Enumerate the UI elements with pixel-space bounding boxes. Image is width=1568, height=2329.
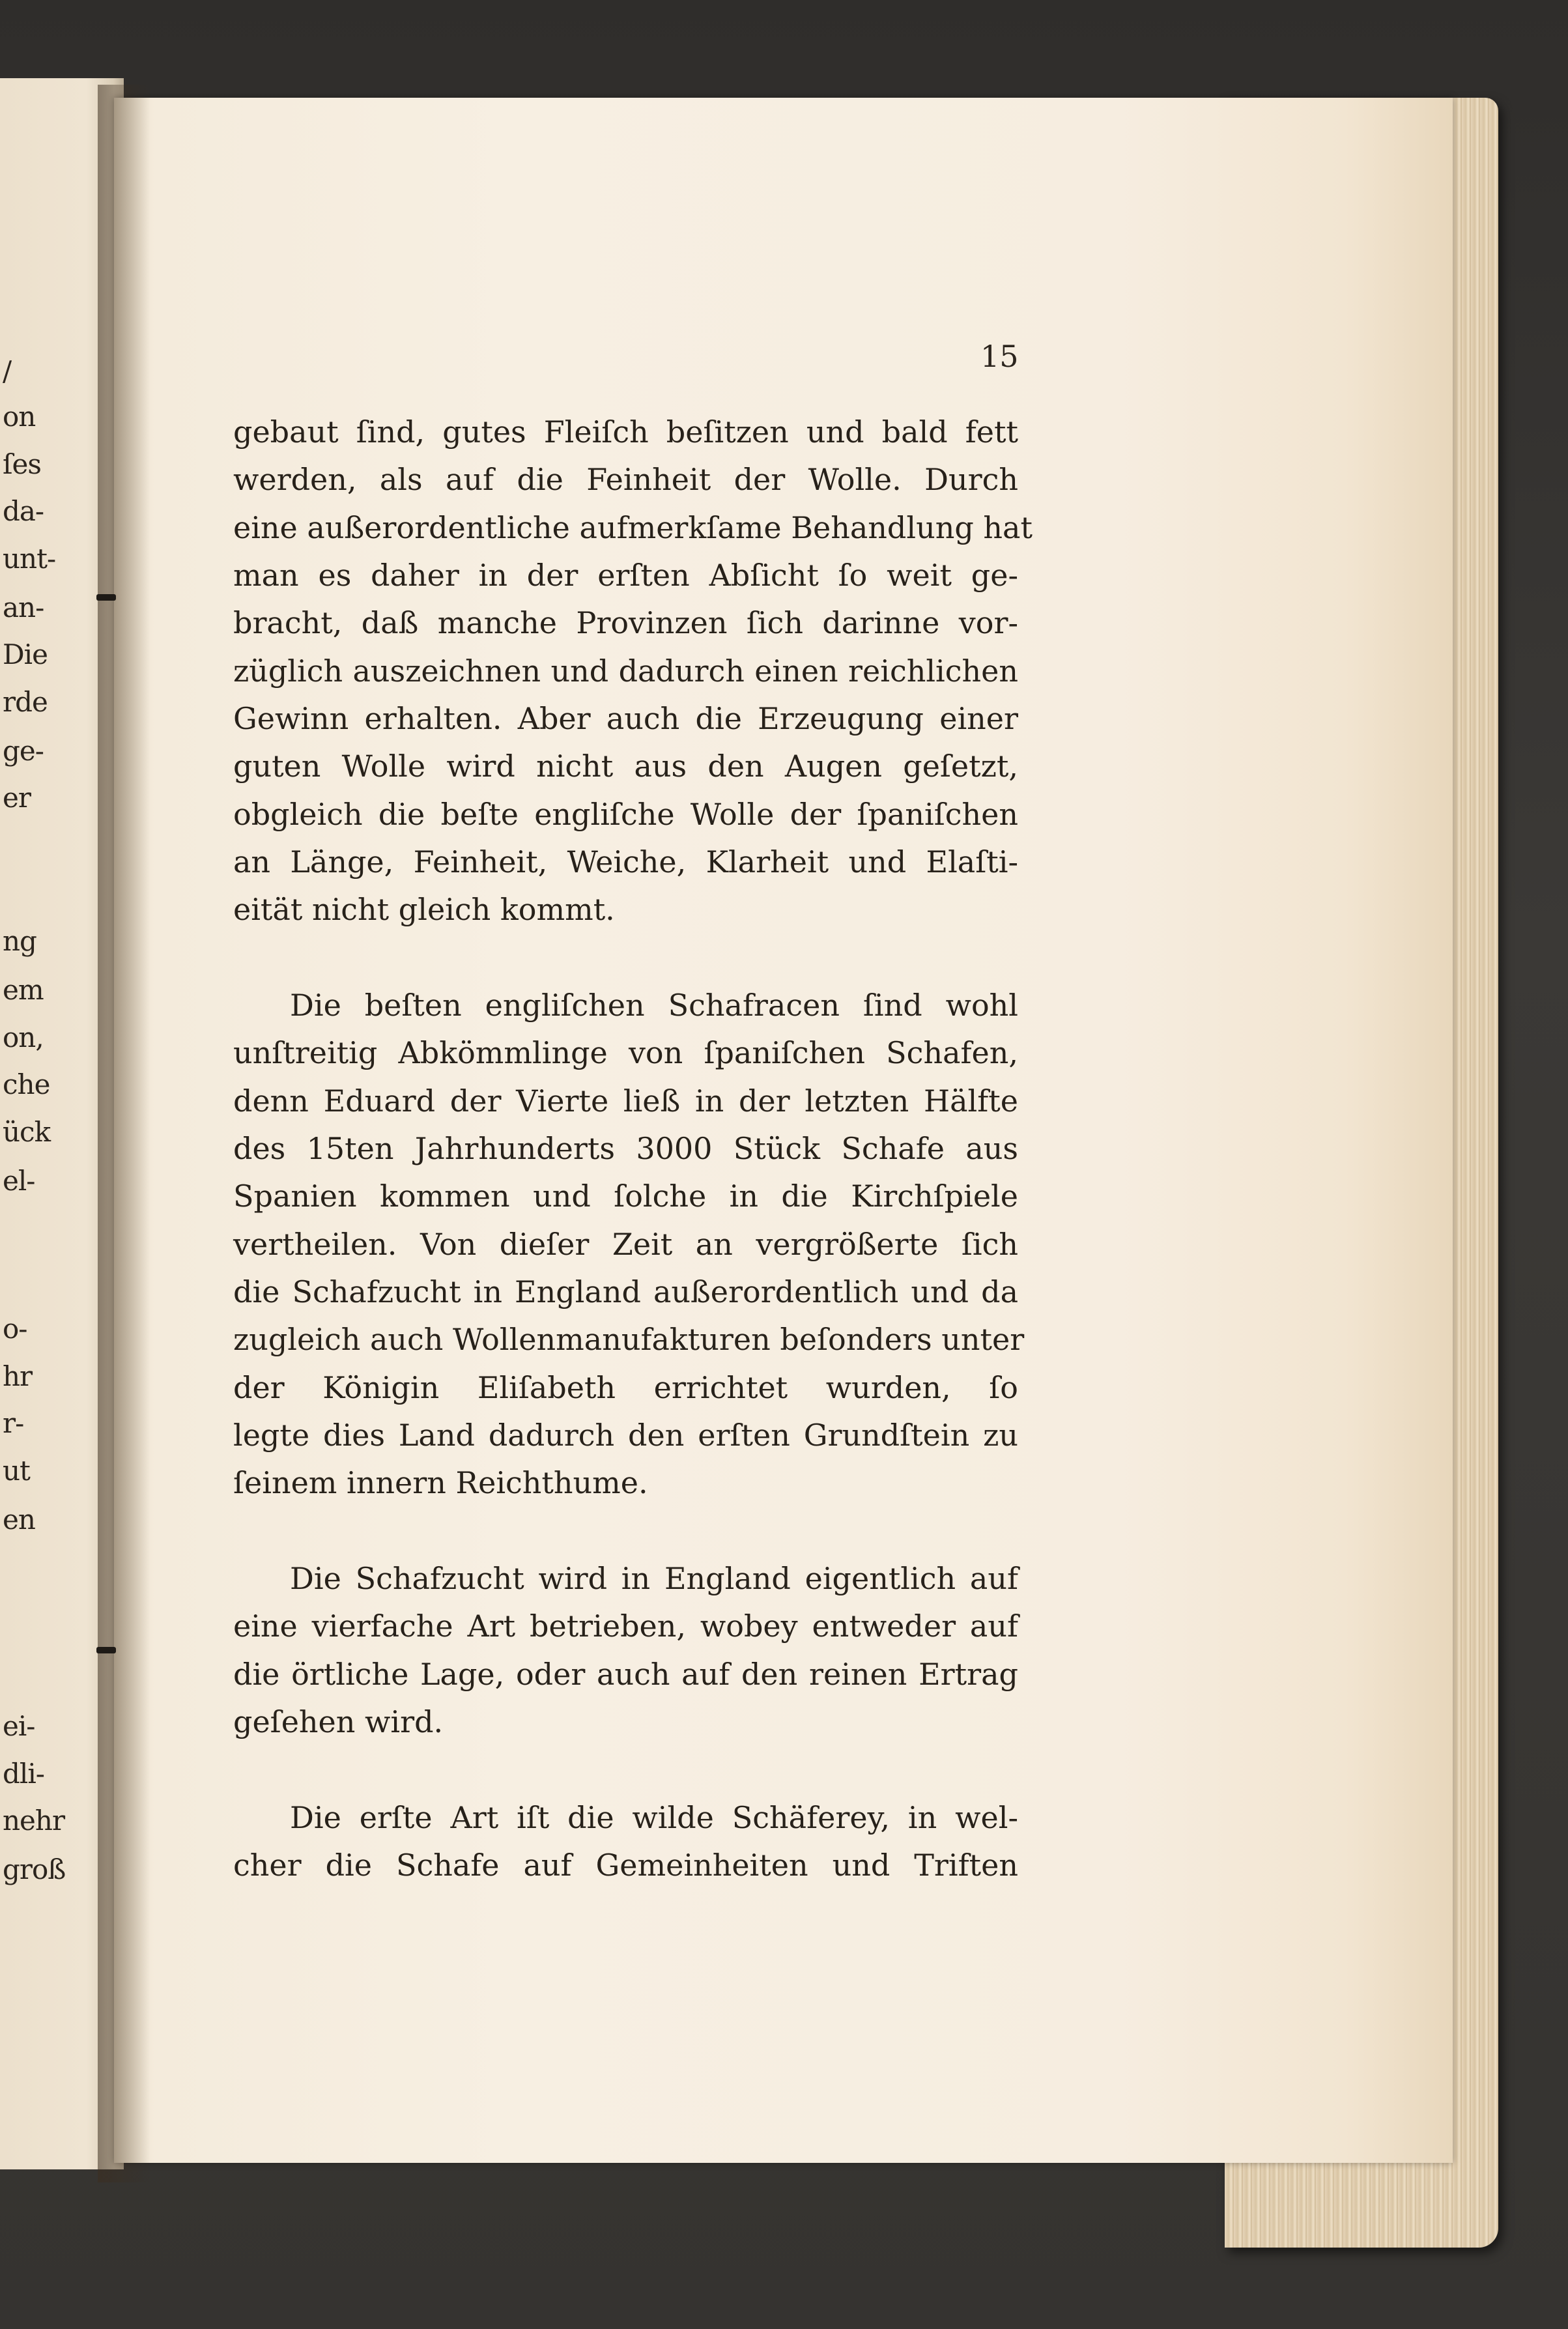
ink-mark	[96, 1647, 116, 1653]
text-line: geſehen wird.	[233, 1704, 444, 1739]
gutter-shadow	[98, 85, 150, 2182]
margin-fragment: /	[3, 355, 12, 387]
margin-fragment: on,	[3, 1022, 44, 1053]
margin-fragment: nehr	[3, 1805, 65, 1836]
text-line: Gewinn erhalten. Aber auch die Erzeugung einer	[233, 701, 1018, 736]
text-line: Die Schafzucht wird in England eigentlich auf	[290, 1561, 1018, 1596]
text-line: Die beſten engliſchen Schafracen ſind wohl	[290, 988, 1018, 1023]
margin-fragment: unt-	[3, 543, 56, 575]
text-line: werden, als auf die Feinheit der Wolle. Durch	[233, 462, 1018, 497]
text-line: denn Eduard der Vierte ließ in der letzten Hälfte	[233, 1083, 1018, 1119]
text-line: cher die Schafe auf Gemeinheiten und Triften	[233, 1848, 1018, 1883]
text-line: Spanien kommen und ſolche in die Kirchſpiele	[233, 1179, 1018, 1214]
text-line: gebaut ſind, gutes Fleiſch beſitzen und bald fett	[233, 414, 1018, 450]
text-line: züglich auszeichnen und dadurch einen reichlichen	[233, 653, 1018, 689]
margin-fragment: ng	[3, 925, 36, 957]
margin-fragment: on	[3, 401, 36, 433]
text-line: unſtreitig Abkömmlinge von ſpaniſchen Schafen,	[233, 1035, 1018, 1070]
text-line: bracht, daß manche Provinzen ſich darinne vor-	[233, 605, 1018, 640]
text-line: an Länge, Feinheit, Weiche, Klarheit und Elaſti-	[233, 844, 1018, 879]
text-line: guten Wolle wird nicht aus den Augen geſetzt,	[233, 749, 1018, 784]
margin-fragment: el-	[3, 1165, 35, 1197]
margin-fragment: ge-	[3, 735, 44, 767]
text-line: vertheilen. Von dieſer Zeit an vergrößerte ſich	[233, 1227, 1018, 1262]
text-line: eität nicht gleich kommt.	[233, 892, 615, 927]
margin-fragment: er	[3, 782, 31, 814]
text-line: legte dies Land dadurch den erſten Grundſtein zu	[233, 1418, 1018, 1453]
text-line: man es daher in der erſten Abſicht ſo weit ge-	[233, 558, 1018, 593]
margin-fragment: dli-	[3, 1758, 44, 1790]
margin-fragment: hr	[3, 1360, 33, 1392]
text-line: des 15ten Jahrhunderts 3000 Stück Schafe aus	[233, 1131, 1018, 1166]
text-line: Die erſte Art iſt die wilde Schäferey, in wel-	[290, 1800, 1018, 1835]
margin-fragment: ück	[3, 1116, 51, 1148]
text-line: die örtliche Lage, oder auch auf den reinen Ertrag	[233, 1657, 1018, 1692]
margin-fragment: che	[3, 1068, 50, 1100]
margin-fragment: groß	[3, 1853, 66, 1885]
margin-fragment: em	[3, 974, 44, 1006]
text-line: ſeinem innern Reichthume.	[233, 1465, 648, 1500]
margin-fragment: an-	[3, 592, 44, 623]
text-line: eine außerordentliche aufmerkſame Behandlung hat	[233, 510, 1033, 545]
margin-fragment: rde	[3, 686, 48, 718]
margin-fragment: ut	[3, 1455, 30, 1487]
margin-fragment: ei-	[3, 1710, 35, 1742]
ink-mark	[96, 594, 116, 601]
margin-fragment: da-	[3, 495, 44, 527]
text-line: die Schafzucht in England außerordentlich und da	[233, 1274, 1018, 1309]
text-line: obgleich die beſte engliſche Wolle der ſpaniſchen	[233, 797, 1018, 832]
text-line: eine vierfache Art betrieben, wobey entweder auf	[233, 1608, 1018, 1644]
margin-fragment: r-	[3, 1407, 24, 1439]
text-line: der Königin Eliſabeth errichtet wurden, ſo	[233, 1370, 1018, 1405]
margin-fragment: Die	[3, 638, 48, 670]
margin-fragment: o-	[3, 1313, 27, 1345]
text-line: zugleich auch Wollenmanufakturen beſonders unter	[233, 1322, 1025, 1357]
page-number: 15	[980, 339, 1019, 374]
margin-fragment: ſes	[3, 448, 41, 480]
margin-fragment: en	[3, 1504, 35, 1536]
